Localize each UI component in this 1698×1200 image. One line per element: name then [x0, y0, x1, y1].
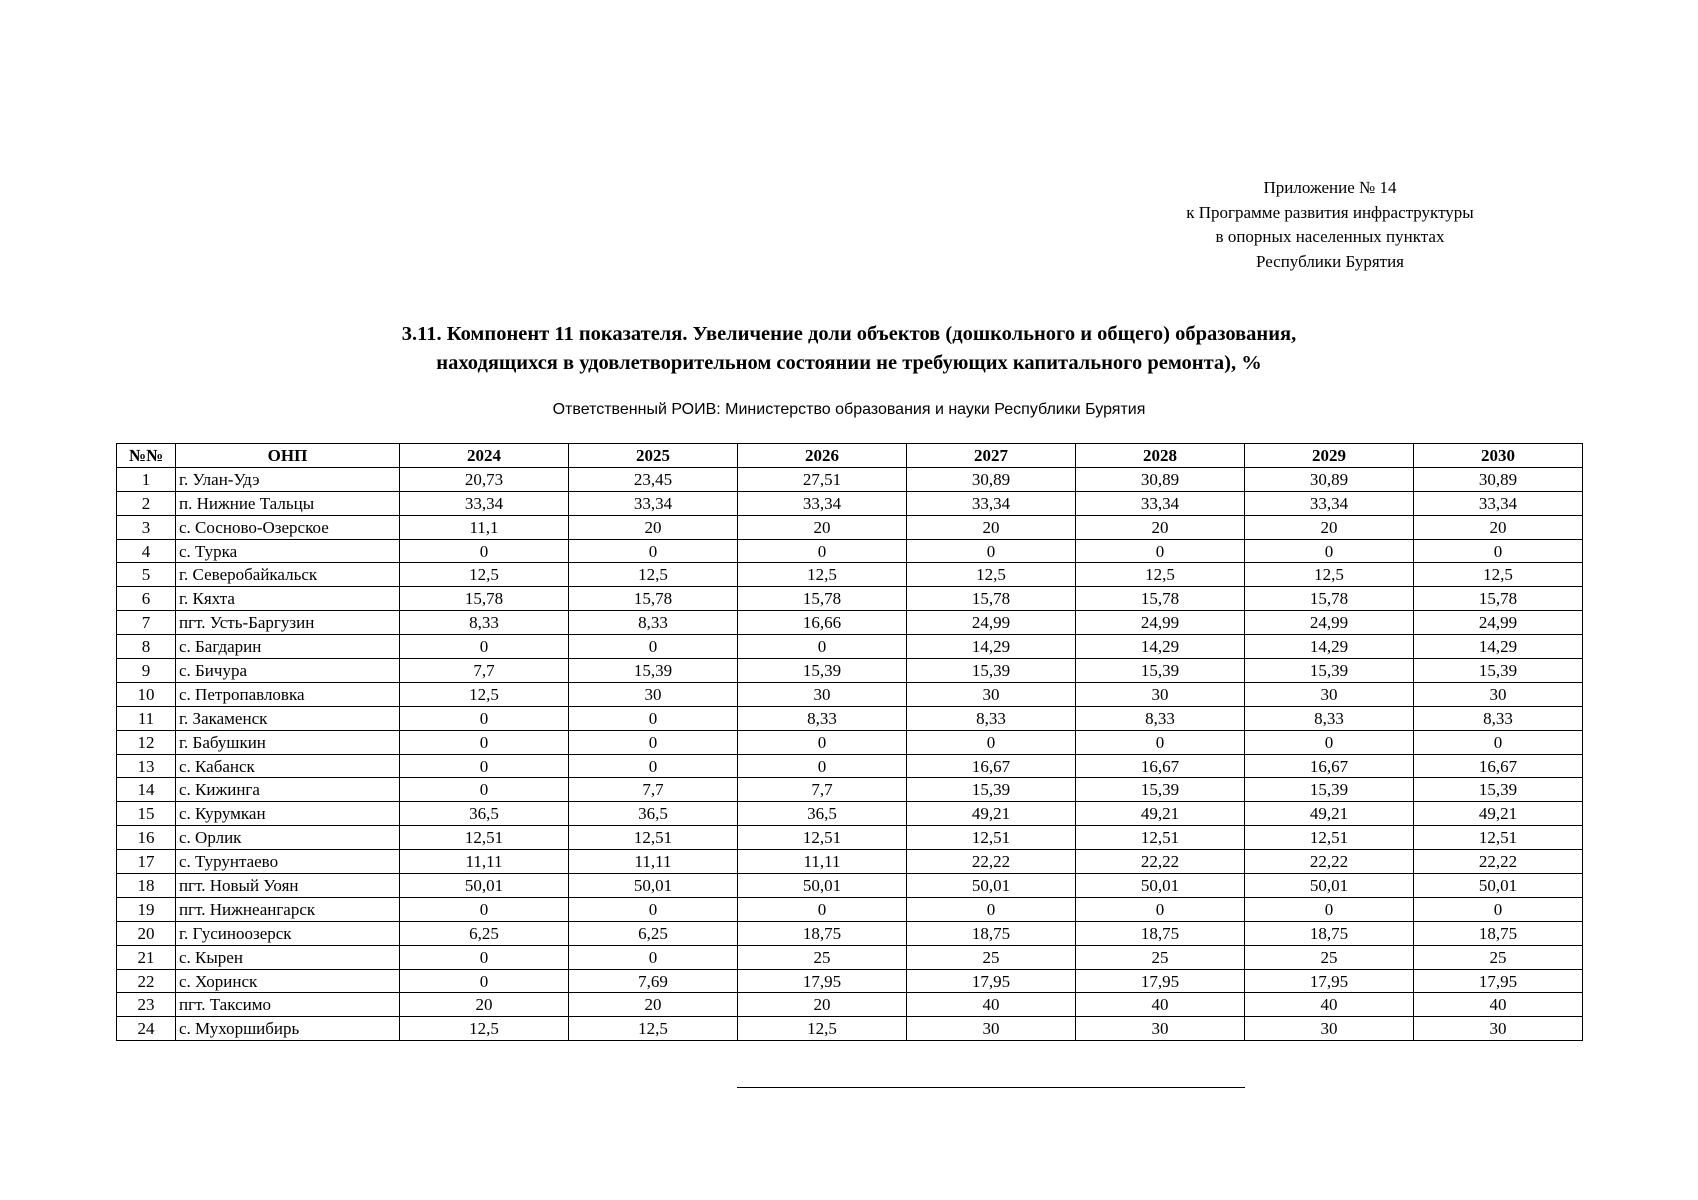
table-row [117, 778, 1583, 802]
value-cell: 30 [1414, 1017, 1583, 1041]
value-cell: 20 [1245, 515, 1414, 539]
settlement-name-cell: с. Хоринск [176, 969, 400, 993]
row-number-cell: 18 [117, 874, 176, 898]
value-cell: 11,11 [738, 850, 907, 874]
value-cell: 15,39 [907, 659, 1076, 683]
value-cell: 50,01 [907, 874, 1076, 898]
value-cell: 25 [1245, 945, 1414, 969]
table-row [117, 802, 1583, 826]
indicator-table [116, 443, 1583, 1041]
table-row [117, 563, 1583, 587]
value-cell: 24,99 [1076, 611, 1245, 635]
value-cell: 49,21 [907, 802, 1076, 826]
value-cell: 12,5 [738, 1017, 907, 1041]
value-cell: 22,22 [907, 850, 1076, 874]
responsible-authority: Ответственный РОИВ: Министерство образования и науки Республики Бурятия [552, 401, 1146, 418]
value-cell: 24,99 [1245, 611, 1414, 635]
row-number-cell: 7 [117, 611, 176, 635]
table-row [117, 635, 1583, 659]
value-cell: 50,01 [738, 874, 907, 898]
value-cell: 25 [1076, 945, 1245, 969]
value-cell: 11,1 [400, 515, 569, 539]
value-cell: 30 [907, 1017, 1076, 1041]
value-cell: 15,39 [907, 778, 1076, 802]
row-number-cell: 6 [117, 587, 176, 611]
value-cell: 33,34 [1414, 491, 1583, 515]
value-cell: 16,67 [1245, 754, 1414, 778]
value-cell: 17,95 [1076, 969, 1245, 993]
value-cell: 30,89 [907, 467, 1076, 491]
value-cell: 18,75 [1414, 921, 1583, 945]
value-cell: 20 [1076, 515, 1245, 539]
settlement-name-cell: с. Бичура [176, 659, 400, 683]
row-number-cell: 11 [117, 706, 176, 730]
value-cell: 12,51 [1245, 826, 1414, 850]
value-cell: 15,78 [1076, 587, 1245, 611]
value-cell: 18,75 [738, 921, 907, 945]
value-cell: 0 [738, 635, 907, 659]
value-cell: 36,5 [738, 802, 907, 826]
table-row [117, 682, 1583, 706]
row-number-cell: 3 [117, 515, 176, 539]
table-row [117, 945, 1583, 969]
value-cell: 17,95 [907, 969, 1076, 993]
row-number-cell: 21 [117, 945, 176, 969]
settlement-name-cell: г. Кяхта [176, 587, 400, 611]
value-cell: 15,39 [738, 659, 907, 683]
value-cell: 30 [738, 682, 907, 706]
value-cell: 18,75 [1245, 921, 1414, 945]
value-cell: 27,51 [738, 467, 907, 491]
value-cell: 18,75 [907, 921, 1076, 945]
appendix-header [1100, 176, 1560, 274]
value-cell: 22,22 [1414, 850, 1583, 874]
settlement-name-cell: г. Бабушкин [176, 730, 400, 754]
value-cell: 15,39 [1414, 659, 1583, 683]
title-line-2: находящихся в удовлетворительном состоянии не требующих капитального ремонта), % [436, 352, 1262, 374]
value-cell: 30 [569, 682, 738, 706]
value-cell: 12,5 [1245, 563, 1414, 587]
settlement-name-cell: с. Турка [176, 539, 400, 563]
value-cell: 6,25 [400, 921, 569, 945]
value-cell: 30,89 [1076, 467, 1245, 491]
table-row [117, 539, 1583, 563]
table-row [117, 754, 1583, 778]
value-cell: 20 [907, 515, 1076, 539]
value-cell: 33,34 [738, 491, 907, 515]
value-cell: 12,5 [907, 563, 1076, 587]
value-cell: 0 [1076, 730, 1245, 754]
value-cell: 30,89 [1245, 467, 1414, 491]
value-cell: 30 [1414, 682, 1583, 706]
appendix-line-3: в опорных населенных пунктах [1215, 227, 1445, 246]
value-cell: 0 [569, 635, 738, 659]
value-cell: 40 [907, 993, 1076, 1017]
appendix-line-4: Республики Бурятия [1255, 251, 1405, 271]
settlement-name-cell: пгт. Таксимо [176, 993, 400, 1017]
table-row [117, 1017, 1583, 1041]
row-number-cell: 1 [117, 467, 176, 491]
value-cell: 0 [738, 539, 907, 563]
column-header-year: 2024 [400, 444, 569, 468]
value-cell: 0 [907, 897, 1076, 921]
value-cell: 12,51 [907, 826, 1076, 850]
value-cell: 8,33 [400, 611, 569, 635]
value-cell: 0 [907, 730, 1076, 754]
column-header-year: 2027 [907, 444, 1076, 468]
value-cell: 33,34 [569, 491, 738, 515]
value-cell: 20 [569, 515, 738, 539]
settlement-name-cell: с. Курумкан [176, 802, 400, 826]
value-cell: 15,78 [907, 587, 1076, 611]
value-cell: 0 [907, 539, 1076, 563]
value-cell: 15,39 [1414, 778, 1583, 802]
value-cell: 0 [738, 897, 907, 921]
value-cell: 15,39 [1245, 778, 1414, 802]
row-number-cell: 4 [117, 539, 176, 563]
value-cell: 15,78 [738, 587, 907, 611]
value-cell: 8,33 [1076, 706, 1245, 730]
row-number-cell: 22 [117, 969, 176, 993]
settlement-name-cell: с. Орлик [176, 826, 400, 850]
value-cell: 12,51 [1414, 826, 1583, 850]
value-cell: 24,99 [1414, 611, 1583, 635]
row-number-cell: 13 [117, 754, 176, 778]
value-cell: 49,21 [1414, 802, 1583, 826]
value-cell: 40 [1245, 993, 1414, 1017]
row-number-cell: 9 [117, 659, 176, 683]
value-cell: 12,51 [400, 826, 569, 850]
row-number-cell: 2 [117, 491, 176, 515]
value-cell: 36,5 [569, 802, 738, 826]
value-cell: 12,5 [400, 563, 569, 587]
value-cell: 12,5 [569, 563, 738, 587]
value-cell: 0 [569, 945, 738, 969]
value-cell: 0 [569, 897, 738, 921]
row-number-cell: 24 [117, 1017, 176, 1041]
value-cell: 7,7 [738, 778, 907, 802]
value-cell: 8,33 [1414, 706, 1583, 730]
value-cell: 17,95 [1245, 969, 1414, 993]
table-row [117, 897, 1583, 921]
column-header-number: №№ [117, 444, 176, 468]
value-cell: 20 [569, 993, 738, 1017]
value-cell: 15,78 [1414, 587, 1583, 611]
column-header-year: 2026 [738, 444, 907, 468]
value-cell: 0 [1076, 897, 1245, 921]
value-cell: 33,34 [400, 491, 569, 515]
value-cell: 0 [738, 754, 907, 778]
table-row [117, 611, 1583, 635]
value-cell: 7,7 [400, 659, 569, 683]
table-row [117, 491, 1583, 515]
value-cell: 12,5 [738, 563, 907, 587]
value-cell: 0 [569, 754, 738, 778]
table-row [117, 969, 1583, 993]
value-cell: 0 [1414, 730, 1583, 754]
value-cell: 25 [738, 945, 907, 969]
value-cell: 20,73 [400, 467, 569, 491]
value-cell: 12,5 [569, 1017, 738, 1041]
row-number-cell: 19 [117, 897, 176, 921]
value-cell: 17,95 [738, 969, 907, 993]
value-cell: 25 [1414, 945, 1583, 969]
settlement-name-cell: с. Кабанск [176, 754, 400, 778]
row-number-cell: 5 [117, 563, 176, 587]
value-cell: 16,66 [738, 611, 907, 635]
value-cell: 30 [1245, 682, 1414, 706]
appendix-line-2: к Программе развития инфраструктуры [1186, 202, 1474, 222]
value-cell: 50,01 [400, 874, 569, 898]
value-cell: 30 [1076, 1017, 1245, 1041]
value-cell: 30 [1076, 682, 1245, 706]
value-cell: 0 [400, 945, 569, 969]
value-cell: 0 [400, 706, 569, 730]
title-line-1: 3.11. Компонент 11 показателя. Увеличение доли объектов (дошкольного и общего) образования, [401, 323, 1297, 345]
column-header-year: 2030 [1414, 444, 1583, 468]
value-cell: 12,5 [400, 682, 569, 706]
value-cell: 15,78 [400, 587, 569, 611]
value-cell: 33,34 [1076, 491, 1245, 515]
settlement-name-cell: г. Гусиноозерск [176, 921, 400, 945]
settlement-name-cell: с. Мухоршибирь [176, 1017, 400, 1041]
value-cell: 20 [738, 515, 907, 539]
value-cell: 16,67 [1414, 754, 1583, 778]
value-cell: 0 [569, 539, 738, 563]
table-header-row [117, 444, 1583, 468]
table-row [117, 467, 1583, 491]
value-cell: 12,51 [569, 826, 738, 850]
value-cell: 12,51 [1076, 826, 1245, 850]
column-header-year: 2025 [569, 444, 738, 468]
value-cell: 0 [400, 539, 569, 563]
value-cell: 0 [738, 730, 907, 754]
value-cell: 20 [400, 993, 569, 1017]
value-cell: 0 [400, 778, 569, 802]
settlement-name-cell: пгт. Нижнеангарск [176, 897, 400, 921]
value-cell: 14,29 [1245, 635, 1414, 659]
settlement-name-cell: пгт. Усть-Баргузин [176, 611, 400, 635]
row-number-cell: 12 [117, 730, 176, 754]
value-cell: 14,29 [1076, 635, 1245, 659]
value-cell: 6,25 [569, 921, 738, 945]
column-header-year: 2028 [1076, 444, 1245, 468]
value-cell: 16,67 [1076, 754, 1245, 778]
settlement-name-cell: г. Северобайкальск [176, 563, 400, 587]
table-row [117, 515, 1583, 539]
value-cell: 8,33 [1245, 706, 1414, 730]
value-cell: 33,34 [1245, 491, 1414, 515]
value-cell: 0 [1245, 730, 1414, 754]
value-cell: 14,29 [1414, 635, 1583, 659]
value-cell: 22,22 [1076, 850, 1245, 874]
value-cell: 0 [400, 969, 569, 993]
value-cell: 25 [907, 945, 1076, 969]
table-row [117, 921, 1583, 945]
value-cell: 0 [1245, 897, 1414, 921]
value-cell: 0 [1076, 539, 1245, 563]
table-row [117, 659, 1583, 683]
row-number-cell: 15 [117, 802, 176, 826]
row-number-cell: 14 [117, 778, 176, 802]
value-cell: 50,01 [569, 874, 738, 898]
value-cell: 15,39 [569, 659, 738, 683]
row-number-cell: 23 [117, 993, 176, 1017]
value-cell: 30,89 [1414, 467, 1583, 491]
value-cell: 8,33 [569, 611, 738, 635]
value-cell: 24,99 [907, 611, 1076, 635]
value-cell: 7,7 [569, 778, 738, 802]
settlement-name-cell: пгт. Новый Уоян [176, 874, 400, 898]
settlement-name-cell: с. Кижинга [176, 778, 400, 802]
value-cell: 15,39 [1076, 659, 1245, 683]
appendix-line-1: Приложение № 14 [1263, 178, 1397, 197]
table-row [117, 826, 1583, 850]
value-cell: 12,5 [1414, 563, 1583, 587]
value-cell: 33,34 [907, 491, 1076, 515]
value-cell: 11,11 [569, 850, 738, 874]
value-cell: 49,21 [1076, 802, 1245, 826]
value-cell: 20 [738, 993, 907, 1017]
table-row [117, 993, 1583, 1017]
value-cell: 0 [569, 730, 738, 754]
table-row [117, 706, 1583, 730]
value-cell: 50,01 [1245, 874, 1414, 898]
table-row [117, 850, 1583, 874]
value-cell: 8,33 [738, 706, 907, 730]
table-body [117, 467, 1583, 1040]
value-cell: 16,67 [907, 754, 1076, 778]
value-cell: 0 [1414, 539, 1583, 563]
row-number-cell: 8 [117, 635, 176, 659]
value-cell: 0 [400, 754, 569, 778]
value-cell: 15,39 [1245, 659, 1414, 683]
value-cell: 7,69 [569, 969, 738, 993]
value-cell: 40 [1076, 993, 1245, 1017]
value-cell: 40 [1414, 993, 1583, 1017]
value-cell: 36,5 [400, 802, 569, 826]
settlement-name-cell: с. Петропавловка [176, 682, 400, 706]
value-cell: 50,01 [1076, 874, 1245, 898]
row-number-cell: 20 [117, 921, 176, 945]
settlement-name-cell: с. Турунтаево [176, 850, 400, 874]
table-row [117, 730, 1583, 754]
settlement-name-cell: с. Кырен [176, 945, 400, 969]
value-cell: 30 [907, 682, 1076, 706]
value-cell: 12,5 [1076, 563, 1245, 587]
row-number-cell: 16 [117, 826, 176, 850]
value-cell: 0 [1414, 897, 1583, 921]
table-row [117, 874, 1583, 898]
value-cell: 14,29 [907, 635, 1076, 659]
row-number-cell: 10 [117, 682, 176, 706]
value-cell: 0 [400, 730, 569, 754]
settlement-name-cell: г. Закаменск [176, 706, 400, 730]
value-cell: 0 [569, 706, 738, 730]
document-title [0, 320, 1698, 378]
value-cell: 18,75 [1076, 921, 1245, 945]
value-cell: 12,5 [400, 1017, 569, 1041]
value-cell: 20 [1414, 515, 1583, 539]
value-cell: 15,39 [1076, 778, 1245, 802]
value-cell: 30 [1245, 1017, 1414, 1041]
value-cell: 17,95 [1414, 969, 1583, 993]
settlement-name-cell: г. Улан-Удэ [176, 467, 400, 491]
value-cell: 50,01 [1414, 874, 1583, 898]
value-cell: 0 [400, 635, 569, 659]
settlement-name-cell: с. Сосново-Озерское [176, 515, 400, 539]
value-cell: 0 [400, 897, 569, 921]
value-cell: 12,51 [738, 826, 907, 850]
value-cell: 22,22 [1245, 850, 1414, 874]
value-cell: 0 [1245, 539, 1414, 563]
column-header-onp: ОНП [176, 444, 400, 468]
value-cell: 23,45 [569, 467, 738, 491]
bottom-divider [737, 1087, 1245, 1088]
settlement-name-cell: п. Нижние Тальцы [176, 491, 400, 515]
value-cell: 49,21 [1245, 802, 1414, 826]
value-cell: 15,78 [1245, 587, 1414, 611]
settlement-name-cell: с. Багдарин [176, 635, 400, 659]
row-number-cell: 17 [117, 850, 176, 874]
column-header-year: 2029 [1245, 444, 1414, 468]
value-cell: 15,78 [569, 587, 738, 611]
table-row [117, 587, 1583, 611]
value-cell: 8,33 [907, 706, 1076, 730]
value-cell: 11,11 [400, 850, 569, 874]
